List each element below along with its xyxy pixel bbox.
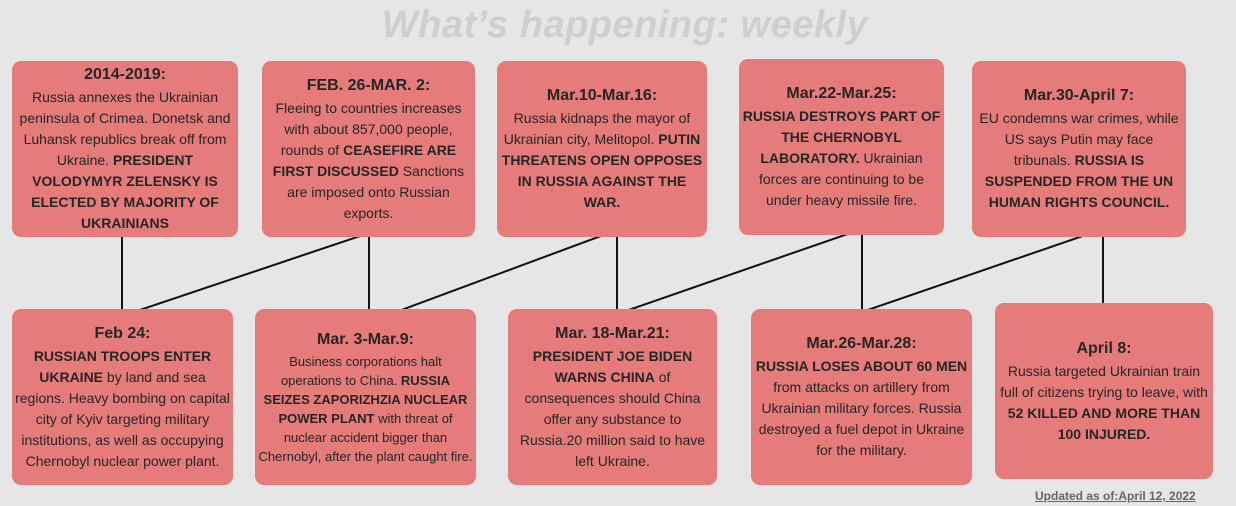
event-card <box>12 61 238 237</box>
event-text: Fleeing to countries increases with about 857,000 people, rounds of <box>275 99 462 158</box>
event-text: Russia kidnaps the mayor of Ukrainian city, Melitopol. <box>503 110 691 147</box>
event-card <box>751 309 972 485</box>
event-text: EU condemns war crimes, while US says Putin may face tribunals. <box>979 110 1179 168</box>
event-highlight: RUSSIA IS SUSPENDED FROM THE UN HUMAN RIGHTS COUNCIL. <box>984 152 1174 210</box>
event-card <box>497 61 707 237</box>
event-card <box>972 61 1186 237</box>
event-text: Ukrainian forces are continuing to be under heavy missile fire. <box>759 150 924 208</box>
event-highlight: RUSSIA SEIZES ZAPORIZHZIA NUCLEAR POWER PLANT <box>263 372 468 426</box>
event-date: Mar. 3-Mar.9: <box>317 330 414 348</box>
event-date: Mar.30-April 7: <box>1023 87 1135 104</box>
event-text: Business corporations halt operations to China. <box>280 353 442 388</box>
event-date: Mar.10-Mar.16: <box>546 87 658 104</box>
event-description <box>265 98 472 224</box>
event-highlight: RUSSIA LOSES ABOUT 60 MEN <box>755 358 968 374</box>
page-title: What’s happening: weekly <box>381 4 869 46</box>
updated-date: Updated as of:April 12, 2022 <box>1035 489 1196 503</box>
event-card <box>255 309 476 485</box>
event-highlight: RUSSIAN TROOPS ENTER UKRAINE <box>33 347 212 385</box>
event-text: by land and sea regions. Heavy bombing on capital city of Kyiv targeting military institutions, as well as occupying Chernobyl nuclear power plant. <box>15 368 230 469</box>
event-card <box>739 59 944 235</box>
event-date: Mar.22-Mar.25: <box>786 85 897 102</box>
event-date: Feb 24: <box>94 324 151 342</box>
event-description <box>258 352 473 466</box>
event-highlight: CEASEFIRE ARE FIRST DISCUSSED <box>272 141 457 179</box>
event-highlight: RUSSIA DESTROYS PART OF THE CHERNOBYL LABORATORY. <box>742 108 941 166</box>
event-description <box>975 108 1183 213</box>
event-text: from attacks on artillery from Ukrainian military forces. Russia destroyed a fuel depot in Ukraine for the military. <box>758 379 965 458</box>
event-description <box>998 361 1210 445</box>
event-highlight: PRESIDENT VOLODYMYR ZELENSKY IS ELECTED BY MAJORITY OF UKRAINIANS <box>31 152 219 231</box>
event-date: FEB. 26-MAR. 2: <box>306 76 431 94</box>
event-text: Russia annexes the Ukrainian peninsula of Crimea. Donetsk and Luhansk republics break off from Ukraine. <box>19 89 231 168</box>
event-description <box>500 108 704 213</box>
event-card <box>508 309 717 485</box>
event-card <box>12 309 233 485</box>
event-text: with threat of nuclear accident bigger than Chernobyl, after the plant caught fire. <box>258 410 473 464</box>
event-card <box>262 61 475 237</box>
event-description <box>742 106 941 211</box>
event-description <box>511 346 714 472</box>
event-text: of consequences should China offer any substance to Russia.20 million said to have left Ukraine. <box>519 368 706 469</box>
event-description <box>754 356 969 461</box>
event-text: Sanctions are imposed onto Russian exports. <box>287 162 465 221</box>
event-highlight: PUTIN THREATENS OPEN OPPOSES IN RUSSIA AGAINST THE WAR. <box>501 131 703 210</box>
event-date: 2014-2019: <box>84 66 166 83</box>
event-description <box>15 346 230 472</box>
event-highlight: PRESIDENT JOE BIDEN WARNS CHINA <box>532 347 693 385</box>
event-card <box>995 303 1213 479</box>
event-date: Mar.26-Mar.28: <box>806 335 917 352</box>
event-highlight: 52 KILLED AND MORE THAN 100 INJURED. <box>1007 404 1201 442</box>
event-text: Russia targeted Ukrainian train full of citizens trying to leave, with <box>1000 362 1208 400</box>
event-date: April 8: <box>1076 339 1132 357</box>
event-description <box>15 87 235 234</box>
event-date: Mar. 18-Mar.21: <box>555 324 670 342</box>
